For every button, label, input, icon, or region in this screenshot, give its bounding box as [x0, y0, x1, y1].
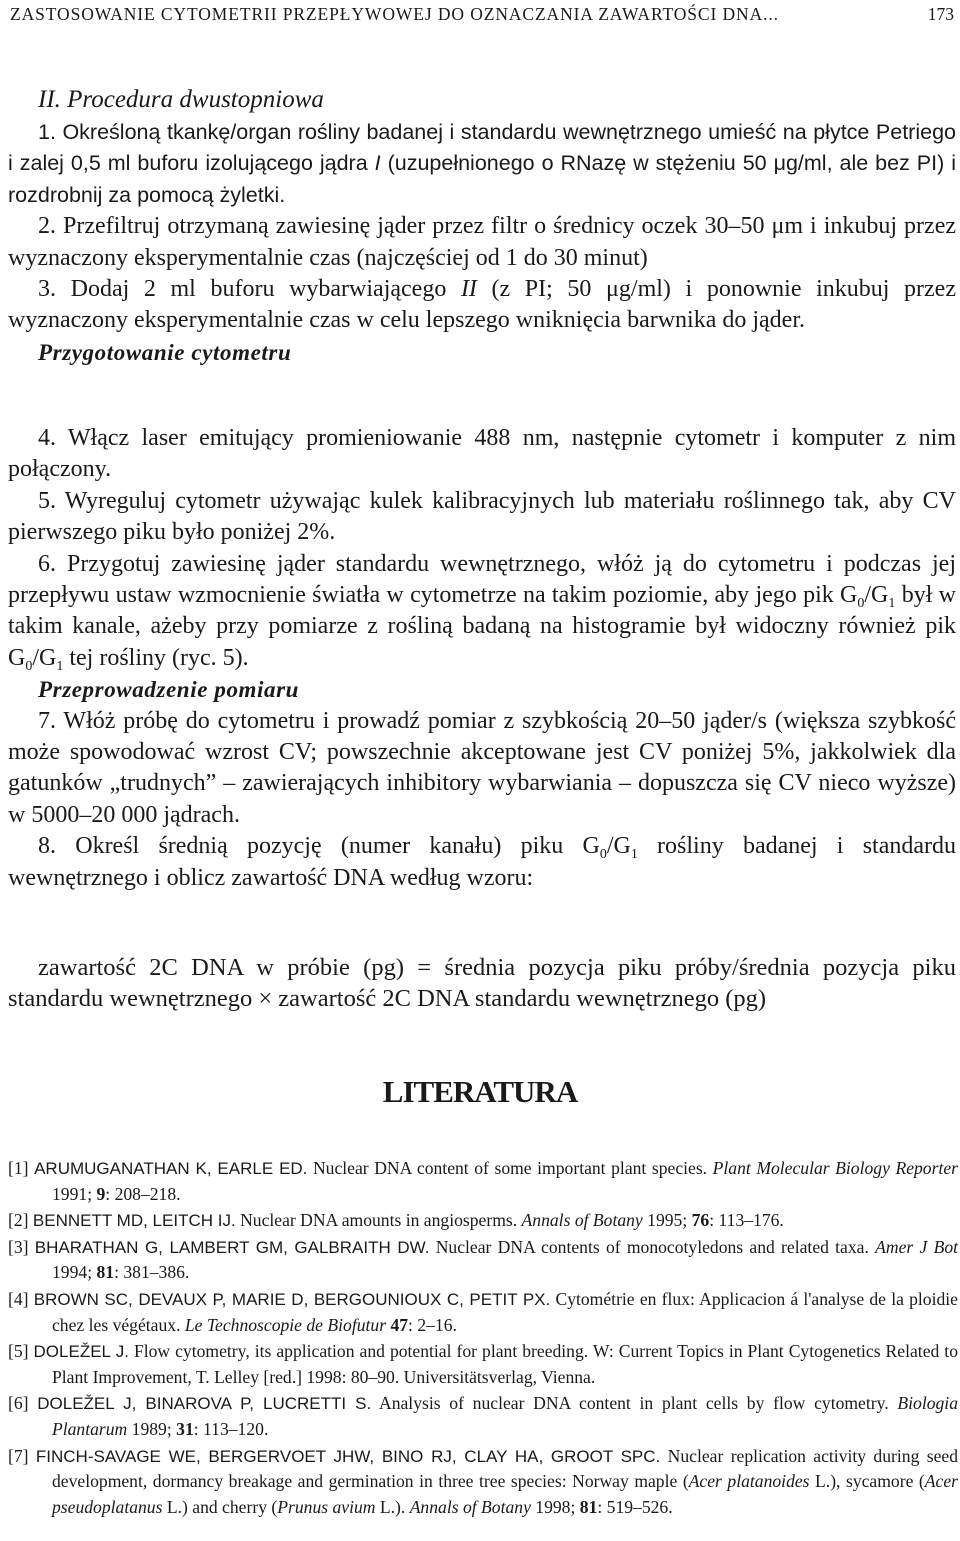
step-4: 4. Włącz laser emitujący promieniowanie 488 nm, następnie cytometr i komputer z nim połączony. — [8, 425, 956, 483]
reference-list — [8, 1156, 958, 1521]
reference-item: [1] ARUMUGANATHAN K, EARLE ED. Nuclear DNA content of some important plant species. Plant Molecular Biology Reporter 1991; 9: 208–218. — [8, 1158, 958, 1204]
step-1: 1. Określoną tkankę/organ rośliny badanej i standardu wewnętrznego umieść na płytce Petriego i zalej 0,5 ml buforu izolującego jądra I (uzupełnionego o RNazę w stężeniu 50 μg/ml, ale bez PI) i rozdrobnij za pomocą żyletki. — [8, 120, 956, 207]
reference-item: [2] BENNETT MD, LEITCH IJ. Nuclear DNA amounts in angiosperms. Annals of Botany 1995; 76: 113–176. — [8, 1210, 784, 1231]
reference-item: [5] DOLEŽEL J. Flow cytometry, its application and potential for plant breeding. W: Current Topics in Plant Cytogenetics Related to Plant Improvement, T. Lelley [red.] 1998: 80–90. Universitätsverlag, Vienna. — [8, 1341, 958, 1387]
formula-text: zawartość 2C DNA w próbie (pg) = średnia pozycja piku próby/średnia pozycja piku standardu wewnętrznego × zawartość 2C DNA standardu wewnętrznego (pg) — [8, 954, 956, 1012]
reference-item: [7] FINCH-SAVAGE WE, BERGERVOET JHW, BINO RJ, CLAY HA, GROOT SPC. Nuclear replication activity during seed development, dormancy breakage and germination in three tree species: Norway maple (Acer platanoides L.), sycamore (Acer pseudoplatanus L.) and cherry (Prunus avium L.). Annals of Botany 1998; 81: 519–526. — [8, 1445, 959, 1517]
step-2: 2. Przefiltruj otrzymaną zawiesinę jąder przez filtr o średnicy oczek 30–50 μm i inkubuj przez wyznaczony eksperymentalnie czas (najczęściej od 1 do 30 minut) — [8, 213, 956, 271]
literature-title: LITERATURA — [382, 1074, 578, 1109]
reference-item: [6] DOLEŽEL J, BINAROVA P, LUCRETTI S. Analysis of nuclear DNA content in plant cells by flow cytometry. Biologia Plantarum 1989; 31: 113–120. — [8, 1393, 958, 1439]
step-6: 6. Przygotuj zawiesinę jąder standardu wewnętrznego, włóż ją do cytometru i podczas jej przepływu ustaw wzmocnienie światła w cytometrze na takim poziomie, aby jego pik $G_0/G_1$ był w takim kanale, ażeby przy pomiarze z rośliną badaną na histogramie był widoczny również pik $G_0/G_1$ tej rośliny (ryc. 5). — [8, 550, 956, 674]
page-number: 173 — [927, 4, 954, 24]
step-3: 3. Dodaj 2 ml buforu wybarwiającego II (z PI; 50 μg/ml) i ponownie inkubuj przez wyznaczony eksperymentalnie czas w celu lepszego wniknięcia barwnika do jąder. — [8, 276, 956, 334]
step-8: 8. Określ średnią pozycję (numer kanału) piku $G_0/G_1$ rośliny badanej i standardu wewnętrznego i oblicz zawartość DNA według wzoru: — [8, 833, 957, 891]
section-title: II. Procedura dwustopniowa — [38, 86, 324, 113]
reference-item: [4] BROWN SC, DEVAUX P, MARIE D, BERGOUNIOUX C, PETIT PX. Cytométrie en flux: Applicacion á l'analyse de la ploidie chez les végétaux. Le Technoscopie de Biofutur 47: 2–16. — [8, 1288, 958, 1335]
step-5: 5. Wyreguluj cytometr używając kulek kalibracyjnych lub materiału roślinnego tak, aby CV pierwszego piku było poniżej 2%. — [8, 487, 956, 546]
heading-measurement: Przeprowadzenie pomiaru — [38, 677, 300, 703]
procedure-steps-b — [8, 423, 956, 894]
step-7: 7. Włóż próbę do cytometru i prowadź pomiar z szybkością 20–50 jąder/s (większa szybkość może spowodować wzrost CV; powszechnie akceptowane jest CV poniżej 5%, jakkolwiek dla gatunków „trudnych” – zawierających inhibitory wybarwiania – dopuszcza się CV nieco wyższe) w 5000–20 000 jądrach. — [8, 707, 956, 828]
reference-item: [3] BHARATHAN G, LAMBERT GM, GALBRAITH DW. Nuclear DNA contents of monocotyledons and related taxa. Amer J Bot 1994; 81: 381–386. — [8, 1236, 958, 1283]
running-header — [10, 4, 954, 30]
heading-cytometer-prep: Przygotowanie cytometru — [38, 339, 292, 365]
dna-formula — [8, 952, 956, 1014]
procedure-steps-a — [8, 117, 956, 368]
running-title: ZASTOSOWANIE CYTOMETRII PRZEPŁYWOWEJ DO OZNACZANIA ZAWARTOŚCI DNA... — [10, 4, 779, 24]
